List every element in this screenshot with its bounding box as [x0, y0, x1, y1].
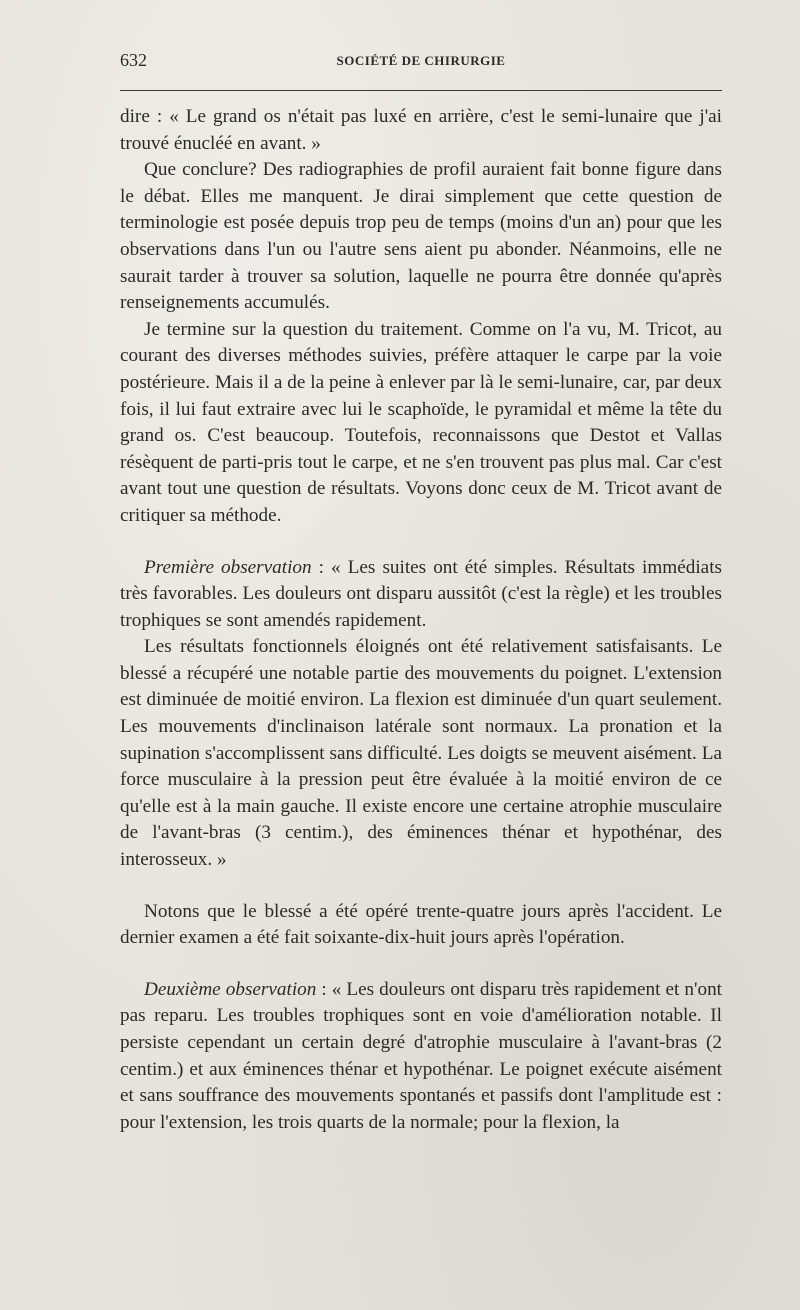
observation-text: : « Les douleurs ont disparu très rapidement et n'ont pas reparu. Les troubles trophiques sont en voie d'amélioration notable. Il persiste cependant un certain degré d'atrophie musculaire à l'avant-bras (2 centim.) et aux éminences thénar et hypothénar. Le poignet exécute aisément et sans souffrance des mouvements spontanés et passifs dont l'amplitude est : pour l'extension, les trois quarts de la normale; pour la flexion, la [120, 978, 722, 1133]
observation-label: Deuxième observation [144, 978, 317, 1000]
paragraph: Les résultats fonctionnels éloignés ont été relativement satisfaisants. Le blessé a récupéré une notable partie des mouvements du poignet. L'extension est diminuée de moitié environ. La flexion est diminuée d'un quart seulement. Les mouvements d'inclinaison latérale sont normaux. La pronation et la supination s'accomplissent sans difficulté. Les doigts se meuvent aisément. La force musculaire à la pression peut être évaluée à la moitié environ de ce qu'elle est à la main gauche. Il existe encore une certaine atrophie musculaire de l'avant-bras (3 centim.), des éminences thénar et hypothénar, des interosseux. » [120, 636, 722, 871]
header-rule [120, 90, 722, 91]
observation-paragraph [120, 555, 722, 635]
paragraph: Que conclure? Des radiographies de profil auraient fait bonne figure dans le débat. Elles me manquent. Je dirai simplement que cette question de terminologie est posée depuis trop peu de temps (moins d'un an) pour que les observations dans l'un ou l'autre sens aient pu abonder. Néanmoins, elle ne saurait tarder à trouver sa solution, laquelle ne pourra être donnée qu'après renseignements accumulés. [120, 159, 722, 314]
running-head: SOCIÉTÉ DE CHIRURGIE [336, 53, 506, 68]
page-number: 632 [120, 50, 147, 70]
page-header [120, 50, 722, 74]
paragraph: Notons que le blessé a été opéré trente-quatre jours après l'accident. Le dernier examen a été fait soixante-dix-huit jours après l'opération. [120, 900, 722, 949]
body-text [120, 104, 722, 1136]
paragraph: Je termine sur la question du traitement. Comme on l'a vu, M. Tricot, au courant des diverses méthodes suivies, préfère attaquer le carpe par la voie postérieure. Mais il a de la peine à enlever par là le semi-lunaire, car, par deux fois, il lui faut extraire avec lui le scaphoïde, le pyramidal et même la tête du grand os. C'est beaucoup. Toutefois, reconnaissons que Destot et Vallas résèquent de parti-pris tout le carpe, et ne s'en trouvent pas plus mal. Car c'est avant tout une question de résultats. Voyons donc ceux de M. Tricot avant de critiquer sa méthode. [120, 318, 722, 526]
paragraph: dire : « Le grand os n'était pas luxé en arrière, c'est le semi-lunaire que j'ai trouvé énucléé en avant. » [120, 106, 722, 154]
observation-paragraph [120, 977, 722, 1137]
observation-text: : « Les suites ont été simples. Résultats immédiats très favorables. Les douleurs ont disparu aussitôt (c'est la règle) et les troubles trophiques se sont amendés rapidement. [120, 556, 722, 631]
observation-label: Première observation [144, 556, 312, 578]
